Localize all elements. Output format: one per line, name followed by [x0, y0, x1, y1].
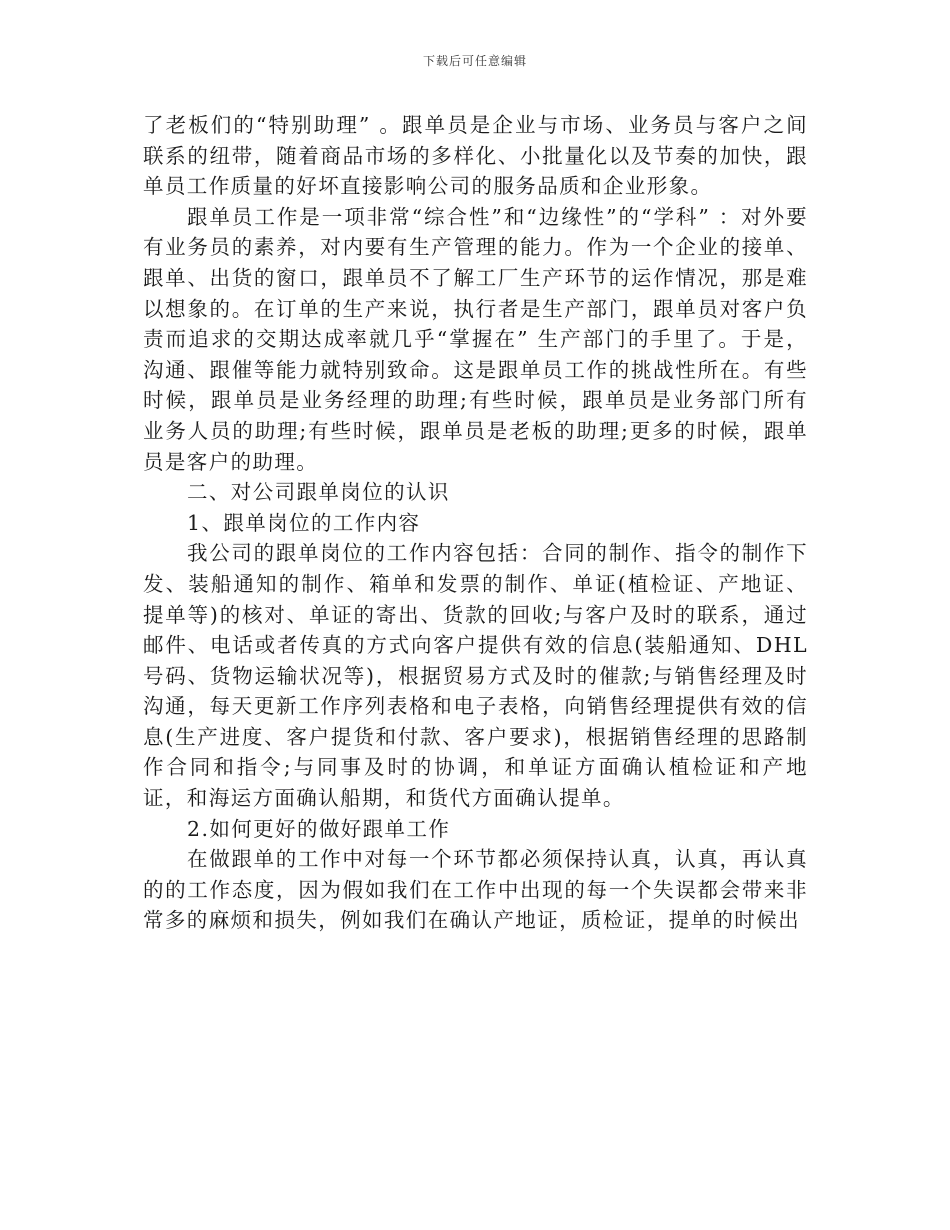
subheading-how-to-improve: 2.如何更好的做好跟单工作 — [187, 816, 451, 841]
section-heading-position-understanding: 二、对公司跟单岗位的认识 — [187, 480, 450, 505]
paragraph-intro-continuation: 了老板们的“特别助理” 。跟单员是企业与市场、业务员与客户之间联系的纽带，随着商品市场的多样化、小批量化以及节奏的加快，跟单员工作质量的好坏直接影响公司的服务品质和企业形象。 — [143, 113, 808, 199]
paragraph-work-attitude: 在做跟单的工作中对每一个环节都必须保持认真，认真，再认真的的工作态度，因为假如我们在工作中出现的每一个失误都会带来非常多的麻烦和损失，例如我们在确认产地证，质检证，提单的时候出 — [143, 847, 808, 933]
document-body — [143, 110, 808, 936]
page-header: 下载后可任意编辑 — [422, 54, 527, 68]
paragraph-role-description: 跟单员工作是一项非常“综合性”和“边缘性”的“学科” ：对外要有业务员的素养，对内要有生产管理的能力。作为一个企业的接单、跟单、出货的窗口，跟单员不了解工厂生产环节的运作情况，那是难以想象的。在订单的生产来说，执行者是生产部门，跟单员对客户负责而追求的交期达成率就几乎“掌握在” 生产部门的手里了。于是，沟通、跟催等能力就特别致命。这是跟单员工作的挑战性所在。有些时候，跟单员是业务经理的助理;有些时候，跟单员是业务部门所有业务人员的助理;有些时候，跟单员是老板的助理;更多的时候，跟单员是客户的助理。 — [143, 204, 808, 474]
subheading-job-content: 1、跟单岗位的工作内容 — [187, 510, 421, 535]
paragraph-job-content: 我公司的跟单岗位的工作内容包括：合同的制作、指令的制作下发、装船通知的制作、箱单和发票的制作、单证(植检证、产地证、提单等)的核对、单证的寄出、货款的回收;与客户及时的联系，通过邮件、电话或者传真的方式向客户提供有效的信息(装船通知、DHL号码、货物运输状况等)，根据贸易方式及时的催款;与销售经理及时沟通，每天更新工作序列表格和电子表格，向销售经理提供有效的信息(生产进度、客户提货和付款、客户要求)，根据销售经理的思路制作合同和指令;与同事及时的协调，和单证方面确认植检证和产地证，和海运方面确认船期，和货代方面确认提单。 — [143, 541, 808, 811]
